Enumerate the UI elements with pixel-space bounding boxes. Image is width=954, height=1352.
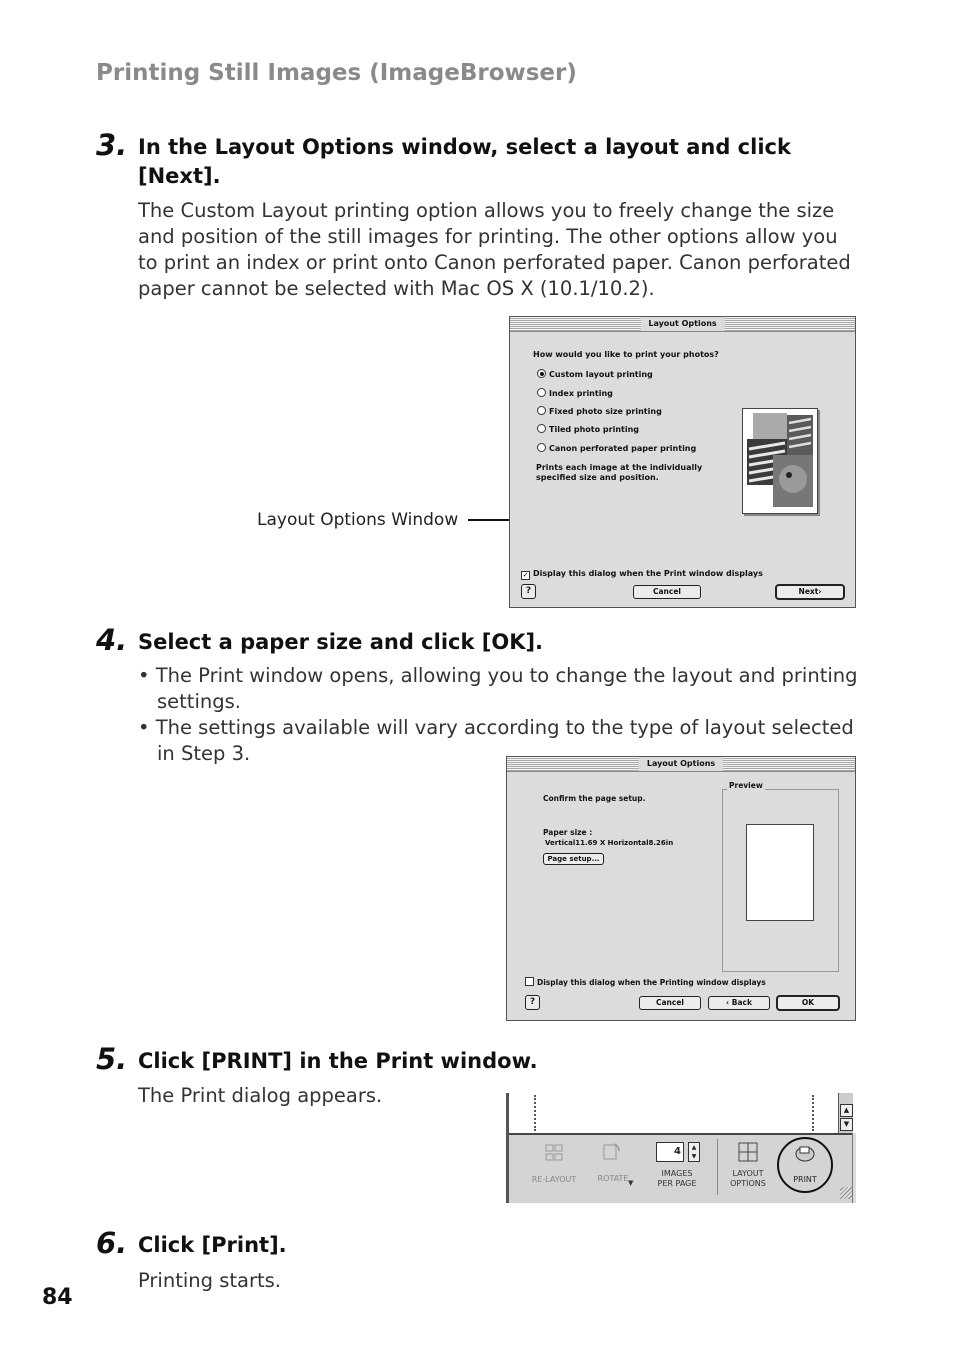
paper-preview	[746, 824, 814, 921]
layout-question: How would you like to print your photos?	[533, 350, 719, 359]
help-button[interactable]: ?	[521, 584, 536, 599]
rotate-dropdown-icon[interactable]: ▼	[628, 1179, 634, 1187]
page-number: 84	[42, 1285, 73, 1310]
page-setup-button[interactable]: Page setup...	[543, 853, 604, 865]
help-button[interactable]: ?	[525, 995, 540, 1010]
confirm-text: Confirm the page setup.	[543, 794, 646, 803]
window-edge-right	[852, 1133, 856, 1203]
page-guide	[534, 1095, 536, 1131]
page-setup-dialog	[506, 756, 856, 1021]
page-guide	[812, 1095, 814, 1131]
option-tiled[interactable]: Tiled photo printing	[537, 424, 639, 435]
relayout-icon[interactable]	[544, 1143, 564, 1163]
toolbar-divider	[717, 1139, 718, 1195]
step-6-heading: Click [Print].	[138, 1233, 287, 1257]
step-4-bullet-2: • The settings available will vary according to the type of layout selected in Step 3.	[138, 716, 854, 765]
cancel-button[interactable]: Cancel	[633, 585, 701, 599]
step-number-3: 3.	[96, 128, 128, 162]
step-5-heading: Click [PRINT] in the Print window.	[138, 1049, 538, 1073]
layout-options-icon[interactable]	[738, 1142, 758, 1162]
print-window-toolbar	[506, 1093, 856, 1203]
radio-icon	[537, 406, 546, 415]
step-3-heading: In the Layout Options window, select a layout and click [Next].	[138, 135, 791, 188]
relayout-label: RE-LAYOUT	[531, 1175, 577, 1184]
checkbox-icon	[525, 977, 534, 986]
images-per-page-field[interactable]: 4	[656, 1142, 684, 1162]
vertical-scrollbar[interactable]	[838, 1093, 853, 1133]
stepper-down-icon[interactable]: ▼	[691, 1153, 697, 1160]
paper-size-label: Paper size :	[543, 828, 593, 837]
print-label: PRINT	[793, 1175, 817, 1184]
preview-label: Preview	[729, 781, 763, 790]
step-4-heading: Select a paper size and click [OK].	[138, 630, 544, 654]
rotate-label: ROTATE	[597, 1174, 629, 1183]
dialog-title: Layout Options	[640, 317, 724, 331]
step-4-bullet-1: • The Print window opens, allowing you to change the layout and printing settings.	[138, 664, 858, 713]
step-6-body: Printing starts.	[138, 1269, 281, 1292]
step-3-body: The Custom Layout printing option allows you to freely change the size and position of the still images for printing. The other options allow you to print an index or print onto Canon perforated paper. Canon perforated paper cannot be selected with Mac OS X (10.1/10.2).	[138, 199, 851, 300]
layout-preview-thumbnail	[742, 408, 818, 514]
radio-icon	[537, 424, 546, 433]
radio-selected-icon	[537, 369, 546, 378]
radio-icon	[537, 388, 546, 397]
step-5-body: The Print dialog appears.	[138, 1084, 383, 1107]
dialog-titlebar[interactable]	[510, 317, 855, 332]
callout-label: Layout Options Window	[257, 510, 459, 530]
paper-size-value: Vertical11.69 X Horizontal8.26in	[545, 839, 674, 847]
option-description: Prints each image at the individually specified size and position.	[536, 463, 703, 482]
printer-icon[interactable]	[794, 1143, 816, 1163]
option-fixed-size[interactable]: Fixed photo size printing	[537, 406, 662, 417]
step-number-5: 5.	[96, 1042, 128, 1076]
option-perforated[interactable]: Canon perforated paper printing	[537, 443, 696, 454]
display-dialog-checkbox[interactable]: ✓ Display this dialog when the Print window displays	[522, 569, 763, 579]
images-per-page-stepper[interactable]	[688, 1142, 700, 1162]
option-custom-layout[interactable]: Custom layout printing	[537, 369, 653, 380]
back-button[interactable]: ‹ Back	[708, 996, 770, 1010]
rotate-icon[interactable]	[600, 1141, 622, 1163]
images-per-page-label: IMAGES PER PAGE	[657, 1169, 697, 1188]
step-number-4: 4.	[96, 623, 128, 657]
cancel-button[interactable]: Cancel	[639, 996, 701, 1010]
resize-grip-icon[interactable]	[840, 1187, 852, 1199]
dialog-titlebar[interactable]	[507, 757, 855, 772]
option-index-printing[interactable]: Index printing	[537, 388, 613, 399]
radio-icon	[537, 443, 546, 452]
next-button[interactable]: Next›	[776, 585, 844, 599]
section-title: Printing Still Images (ImageBrowser)	[96, 60, 577, 86]
scroll-up-icon[interactable]: ▲	[840, 1104, 853, 1117]
dialog-title: Layout Options	[639, 757, 723, 771]
display-dialog-checkbox[interactable]: Display this dialog when the Printing window displays	[525, 977, 766, 988]
stepper-up-icon[interactable]: ▲	[691, 1144, 697, 1151]
step-number-6: 6.	[96, 1226, 128, 1260]
checkbox-checked-icon: ✓	[522, 571, 529, 579]
ok-button[interactable]: OK	[777, 996, 839, 1010]
scroll-down-icon[interactable]: ▼	[840, 1118, 853, 1131]
layout-options-label: LAYOUT OPTIONS	[730, 1169, 766, 1188]
layout-options-dialog	[509, 316, 856, 608]
zebra-photo-icon	[743, 409, 817, 513]
